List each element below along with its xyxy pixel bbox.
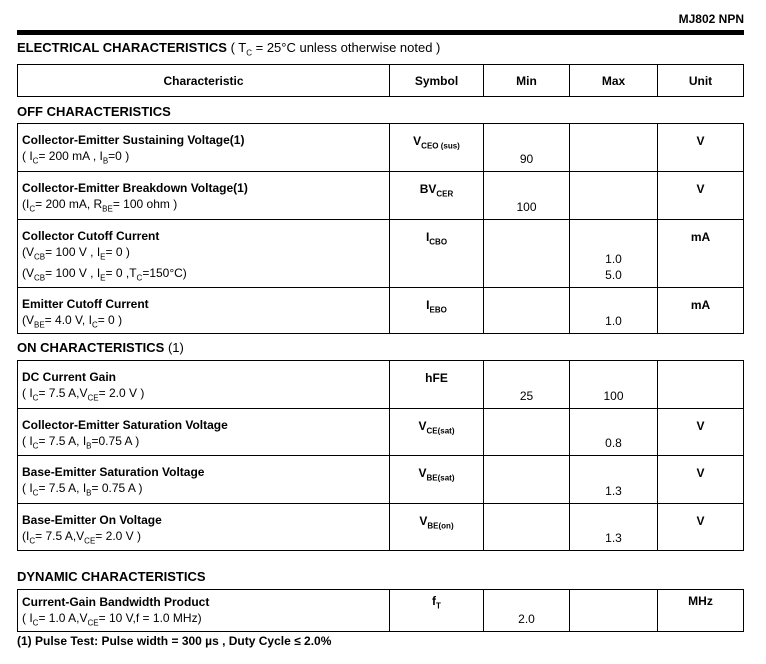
characteristic-cell: Collector-Emitter Saturation Voltage ( $I_C= 7.5$ A, $I_B=0.75$ A ) <box>18 409 390 456</box>
characteristic-cell: Collector-Emitter Breakdown Voltage(1) ($I_C= 200$ mA, $R_{BE}= 100$ ohm ) <box>18 172 390 220</box>
symbol-cell: $V_{BE(on)}$ <box>390 504 484 551</box>
unit-cell: V <box>658 456 744 504</box>
title-condition: ( $T_C = 25^\circ C$ unless otherwise noted ) <box>230 40 441 58</box>
col-header-min: Min <box>484 65 570 97</box>
symbol-cell: $f_T$ <box>390 590 484 632</box>
unit-cell: V <box>658 409 744 456</box>
min-cell <box>484 220 570 288</box>
symbol-cell: $I_{CBO}$ <box>390 220 484 288</box>
section-on-heading: ON CHARACTERISTICS (1) <box>17 340 184 355</box>
unit-cell: V <box>658 124 744 172</box>
unit-cell: V <box>658 504 744 551</box>
symbol-cell: $V_{CE(sat)}$ <box>390 409 484 456</box>
col-header-max: Max <box>570 65 658 97</box>
part-number: MJ802 NPN <box>678 12 744 26</box>
table-row <box>18 456 744 504</box>
table-row <box>18 361 744 409</box>
characteristic-cell: Emitter Cutoff Current ($V_{BE}= 4.0$ V, $I_C= 0$ ) <box>18 287 390 333</box>
page-title <box>17 40 440 58</box>
max-cell: 1.0 5.0 <box>570 220 658 288</box>
footnote: (1) Pulse Test: Pulse width = 300 µs , Duty Cycle ≤ 2.0% <box>17 634 332 648</box>
section-dynamic-heading: DYNAMIC CHARACTERISTICS <box>17 569 206 584</box>
unit-cell: MHz <box>658 590 744 632</box>
unit-cell: V <box>658 172 744 220</box>
col-header-symbol: Symbol <box>390 65 484 97</box>
unit-cell: mA <box>658 287 744 333</box>
col-header-unit: Unit <box>658 65 744 97</box>
table-row <box>18 124 744 172</box>
table-row <box>18 409 744 456</box>
dynamic-table <box>17 589 744 632</box>
symbol-cell: hFE <box>390 361 484 409</box>
header-rule <box>17 30 744 35</box>
off-table <box>17 123 744 334</box>
characteristic-cell: DC Current Gain ( $I_C= 7.5$ $A,V_{CE}= 2.0$ V ) <box>18 361 390 409</box>
table-row <box>18 504 744 551</box>
max-cell: 0.8 <box>570 409 658 456</box>
max-cell <box>570 124 658 172</box>
table-row <box>18 220 744 288</box>
symbol-cell: $I_{EBO}$ <box>390 287 484 333</box>
symbol-cell: $BV_{CER}$ <box>390 172 484 220</box>
unit-cell <box>658 361 744 409</box>
title-main: ELECTRICAL CHARACTERISTICS <box>17 40 227 55</box>
min-cell <box>484 504 570 551</box>
table-row <box>18 590 744 632</box>
max-cell: 100 <box>570 361 658 409</box>
min-cell <box>484 287 570 333</box>
min-cell <box>484 409 570 456</box>
max-cell <box>570 172 658 220</box>
on-table <box>17 360 744 551</box>
min-cell: 100 <box>484 172 570 220</box>
min-cell: 90 <box>484 124 570 172</box>
table-row <box>18 287 744 333</box>
characteristic-cell: Collector Cutoff Current ($V_{CB}= 100$ V , $I_E= 0$ ) ($V_{CB}= 100$ V , $I_E= 0$ $,T_C=150^\circ C$) <box>18 220 390 288</box>
max-cell <box>570 590 658 632</box>
table-row <box>18 172 744 220</box>
min-cell: 2.0 <box>484 590 570 632</box>
characteristic-cell: Base-Emitter On Voltage ($I_C= 7.5$ $A,V_{CE}= 2.0$ V ) <box>18 504 390 551</box>
min-cell <box>484 456 570 504</box>
col-header-characteristic: Characteristic <box>18 65 390 97</box>
min-cell: 25 <box>484 361 570 409</box>
section-off-heading: OFF CHARACTERISTICS <box>17 104 171 119</box>
max-cell: 1.3 <box>570 456 658 504</box>
symbol-cell: $V_{BE(sat)}$ <box>390 456 484 504</box>
characteristic-cell: Current-Gain Bandwidth Product ( $I_C= 1.0$ $A,V_{CE}= 10$ V,f = 1.0 MHz) <box>18 590 390 632</box>
characteristic-cell: Collector-Emitter Sustaining Voltage(1) ( $I_C= 200$ mA , $I_B=0$ ) <box>18 124 390 172</box>
symbol-cell: $V_{CEO (sus)}$ <box>390 124 484 172</box>
unit-cell: mA <box>658 220 744 288</box>
max-cell: 1.3 <box>570 504 658 551</box>
characteristic-cell: Base-Emitter Saturation Voltage ( $I_C= 7.5$ A, $I_B= 0.75$ A ) <box>18 456 390 504</box>
max-cell: 1.0 <box>570 287 658 333</box>
header-table <box>17 64 744 97</box>
